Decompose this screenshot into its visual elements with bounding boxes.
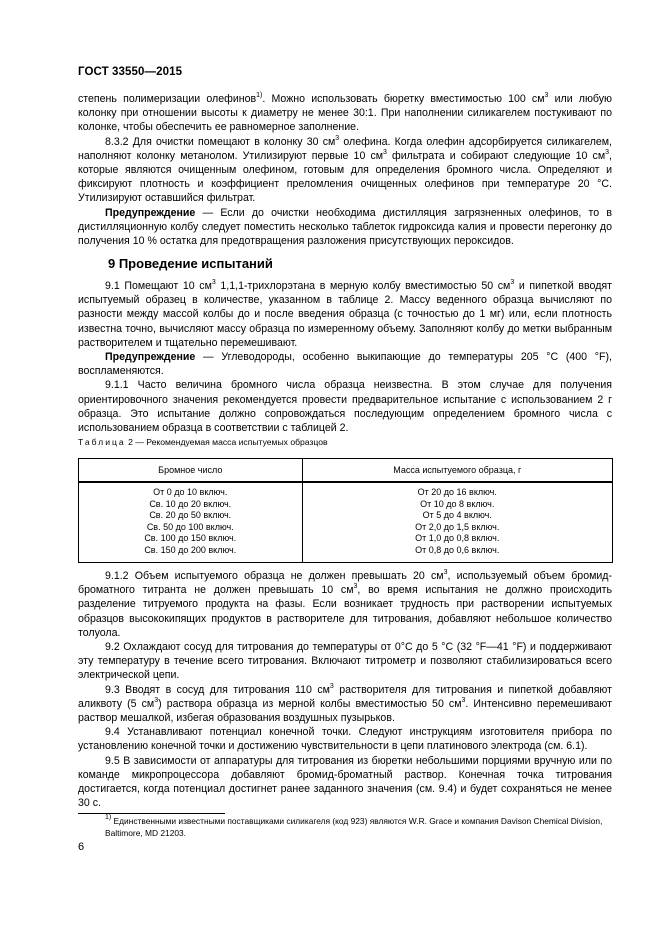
text: фильтрата и собирают следующие 10 см bbox=[386, 149, 606, 162]
column-header: Бромное число bbox=[79, 459, 303, 483]
text: 8.3.2 Для очистки помещают в колонку 30 см bbox=[105, 135, 336, 148]
warning-paragraph bbox=[78, 350, 612, 378]
text: 1,1,1-трихлорэтана в мерную колбу вместимостью 50 см bbox=[215, 280, 511, 292]
text: . Можно использовать бюретку вместимостью 100 см bbox=[262, 93, 545, 105]
sample-mass-cell bbox=[302, 482, 612, 562]
table-cell-line: Св. 20 до 50 включ. bbox=[149, 510, 232, 521]
top-text-block bbox=[78, 92, 612, 248]
paragraph-9-1-1: 9.1.1 Часто величина бромного числа образца неизвестна. В этом случае для получения ориентировочного значения рекомендуется провести предварительное испытание с использованием 2 г образца. Это испытание должно сопровождаться последующим определением бромного числа с использованием образца в соответствии с таблицей 2. bbox=[78, 379, 612, 435]
footnote-body bbox=[78, 816, 618, 839]
paragraph-8-3-2 bbox=[78, 135, 612, 206]
paragraph-9-1 bbox=[78, 279, 612, 350]
paragraph-9-4: 9.4 Устанавливают потенциал конечной точки. Следуют инструкциям изготовителя прибора по установлению конечной точки и достижению чувствительности в цепи платинового электрода (см. 6.1). bbox=[78, 726, 612, 753]
table-cell-line: От 1,0 до 0,8 включ. bbox=[415, 533, 500, 544]
table-cell-line: От 0 до 10 включ. bbox=[153, 487, 228, 497]
superscript: 3 bbox=[461, 696, 466, 704]
bromine-number-cell bbox=[79, 482, 303, 562]
warning-paragraph bbox=[78, 206, 612, 249]
footnote bbox=[78, 816, 618, 839]
footnote-ref: 1) bbox=[256, 92, 263, 99]
text: 9.1 Помещают 10 см bbox=[105, 280, 212, 292]
superscript: 3 bbox=[605, 148, 610, 156]
footnote-mark: 1) bbox=[105, 814, 112, 821]
text: степень полимеризации олефинов bbox=[78, 93, 257, 105]
text: и пипеткой вводят испытуемый образец в количестве, указанном в таблице 2. Массу веденного образца вычисляют по разности между массой колбы до и после введения образца (с точностью до 1 мг) или, если плотность известна точно, вычисляют массу образца по измеренному объему. Заполняют колбу до метки выбранным растворителем и тщательно перемешивают. bbox=[78, 280, 612, 349]
caption-label: Таблица bbox=[78, 437, 126, 447]
table-cell-line: Св. 150 до 200 включ. bbox=[144, 544, 237, 555]
section-heading: 9 Проведение испытаний bbox=[108, 256, 273, 271]
superscript: 3 bbox=[510, 279, 515, 286]
text: — Углеводороды, особенно выкипающие до температуры 205 °С (400 °F), воспламеняются. bbox=[78, 351, 612, 378]
footnote-text: Единственными известными поставщиками силикагеля (код 923) являются W.R. Grace и компания Davison Chemical Division, Baltimore, MD 21203. bbox=[105, 816, 603, 838]
bottom-text-block bbox=[78, 569, 612, 810]
table-row bbox=[79, 482, 613, 562]
text: растворителя для титрования и пипеткой добавляют аликвоту (5 см bbox=[78, 683, 612, 710]
text: , которые являются очищенным олефином, готовым для определения бромного числа. Определяют и фиксируют плотность и коэффициент преломления очищенных олефинов при температуре 20 °С. Утилизируют оставшийся фильтрат. bbox=[78, 149, 612, 205]
page-number: 6 bbox=[78, 841, 85, 853]
paragraph-9-3 bbox=[78, 683, 612, 726]
superscript: 3 bbox=[211, 279, 216, 286]
text: 9.1.2 Объем испытуемого образца не должен превышать 20 см bbox=[105, 570, 444, 582]
caption-text: 2 — Рекомендуемая масса испытуемых образцов bbox=[125, 437, 328, 447]
table-cell-line: От 20 до 16 включ. bbox=[417, 487, 497, 497]
table-caption bbox=[78, 437, 328, 447]
text: , во время испытания не должно происходить разделение титруемого продукта на фазы. Если возникает трудность при растворении испытуемых образцов высококипящих продуктов в растворителе для титрования, добавляют небольшое количество толуола. bbox=[78, 584, 612, 639]
table-cell-line: От 10 до 8 включ. bbox=[420, 498, 495, 509]
table-cell-line: Св. 50 до 100 включ. bbox=[146, 521, 234, 532]
text: или любую колонку при отношении высоты к диаметру не менее 30:1. При наполнении силикагелем постукивают по колонке, чтобы обеспечить ее равномерное заполнение. bbox=[78, 93, 612, 134]
superscript: 3 bbox=[154, 696, 159, 704]
document-header: ГОСТ 33550—2015 bbox=[78, 66, 183, 78]
text: олефина. Когда олефин адсорбируется силикагелем, наполняют колонку метанолом. Утилизируют первые 10 см bbox=[78, 135, 612, 162]
text: — Если до очистки необходима дистилляция загрязненных олефинов, то в дистилляционную колбу следует поместить несколько таблеток гидроксида калия и провести перегонку до получения 10 % остатка для предотвращения разложения присутствующих пероксидов. bbox=[78, 206, 612, 248]
paragraph-continuation bbox=[78, 92, 612, 135]
text: , используемый объем бромид-броматного титранта не должен превышать 10 см bbox=[78, 570, 612, 597]
table-cell-line: Св. 10 до 20 включ. bbox=[149, 498, 232, 509]
table-cell-line: От 0,8 до 0,6 включ. bbox=[415, 544, 500, 555]
text: . Интенсивно перемешивают раствор мешалкой, избегая образования воздушных пузырьков. bbox=[78, 697, 612, 725]
paragraph-9-5: 9.5 В зависимости от аппаратуры для титрования из бюретки небольшими порциями вручную или по команде микропроцессора добавляют бромид-броматный раствор. Конечная точка титрования достигается, когда потенциал достигнет ранее заданного значения (см. 9.4) и будет сохраняться не менее 30 с. bbox=[78, 754, 612, 810]
text: 9.3 Вводят в сосуд для титрования 110 см bbox=[105, 683, 330, 696]
superscript: 3 bbox=[443, 569, 448, 576]
table-cell-line: От 2,0 до 1,5 включ. bbox=[415, 521, 500, 532]
table-header-row bbox=[79, 459, 613, 483]
footnote-divider bbox=[78, 813, 225, 814]
section-9-text bbox=[78, 279, 612, 435]
text: ) раствора образца из мерной колбы вместимостью 50 см bbox=[158, 697, 462, 710]
superscript: 3 bbox=[335, 134, 340, 142]
warning-label: Предупреждение bbox=[105, 351, 196, 364]
table-cell-line: От 5 до 4 включ. bbox=[422, 510, 492, 521]
table-cell-line: Св. 100 до 150 включ. bbox=[144, 533, 237, 544]
paragraph-9-1-2 bbox=[78, 569, 612, 640]
warning-label: Предупреждение bbox=[105, 206, 196, 219]
column-header: Масса испытуемого образца, г bbox=[302, 459, 612, 483]
superscript: 3 bbox=[353, 583, 358, 591]
sample-mass-table bbox=[78, 458, 613, 563]
paragraph-9-2: 9.2 Охлаждают сосуд для титрования до температуры от 0°С до 5 °С (32 °F—41 °F) и поддерживают эту температуру в течение всего титрования. Включают титрометр и позволяют стабилизироваться всего электрической цепи. bbox=[78, 641, 612, 682]
superscript: 3 bbox=[383, 148, 387, 156]
superscript: 3 bbox=[544, 92, 549, 99]
superscript: 3 bbox=[329, 682, 334, 690]
